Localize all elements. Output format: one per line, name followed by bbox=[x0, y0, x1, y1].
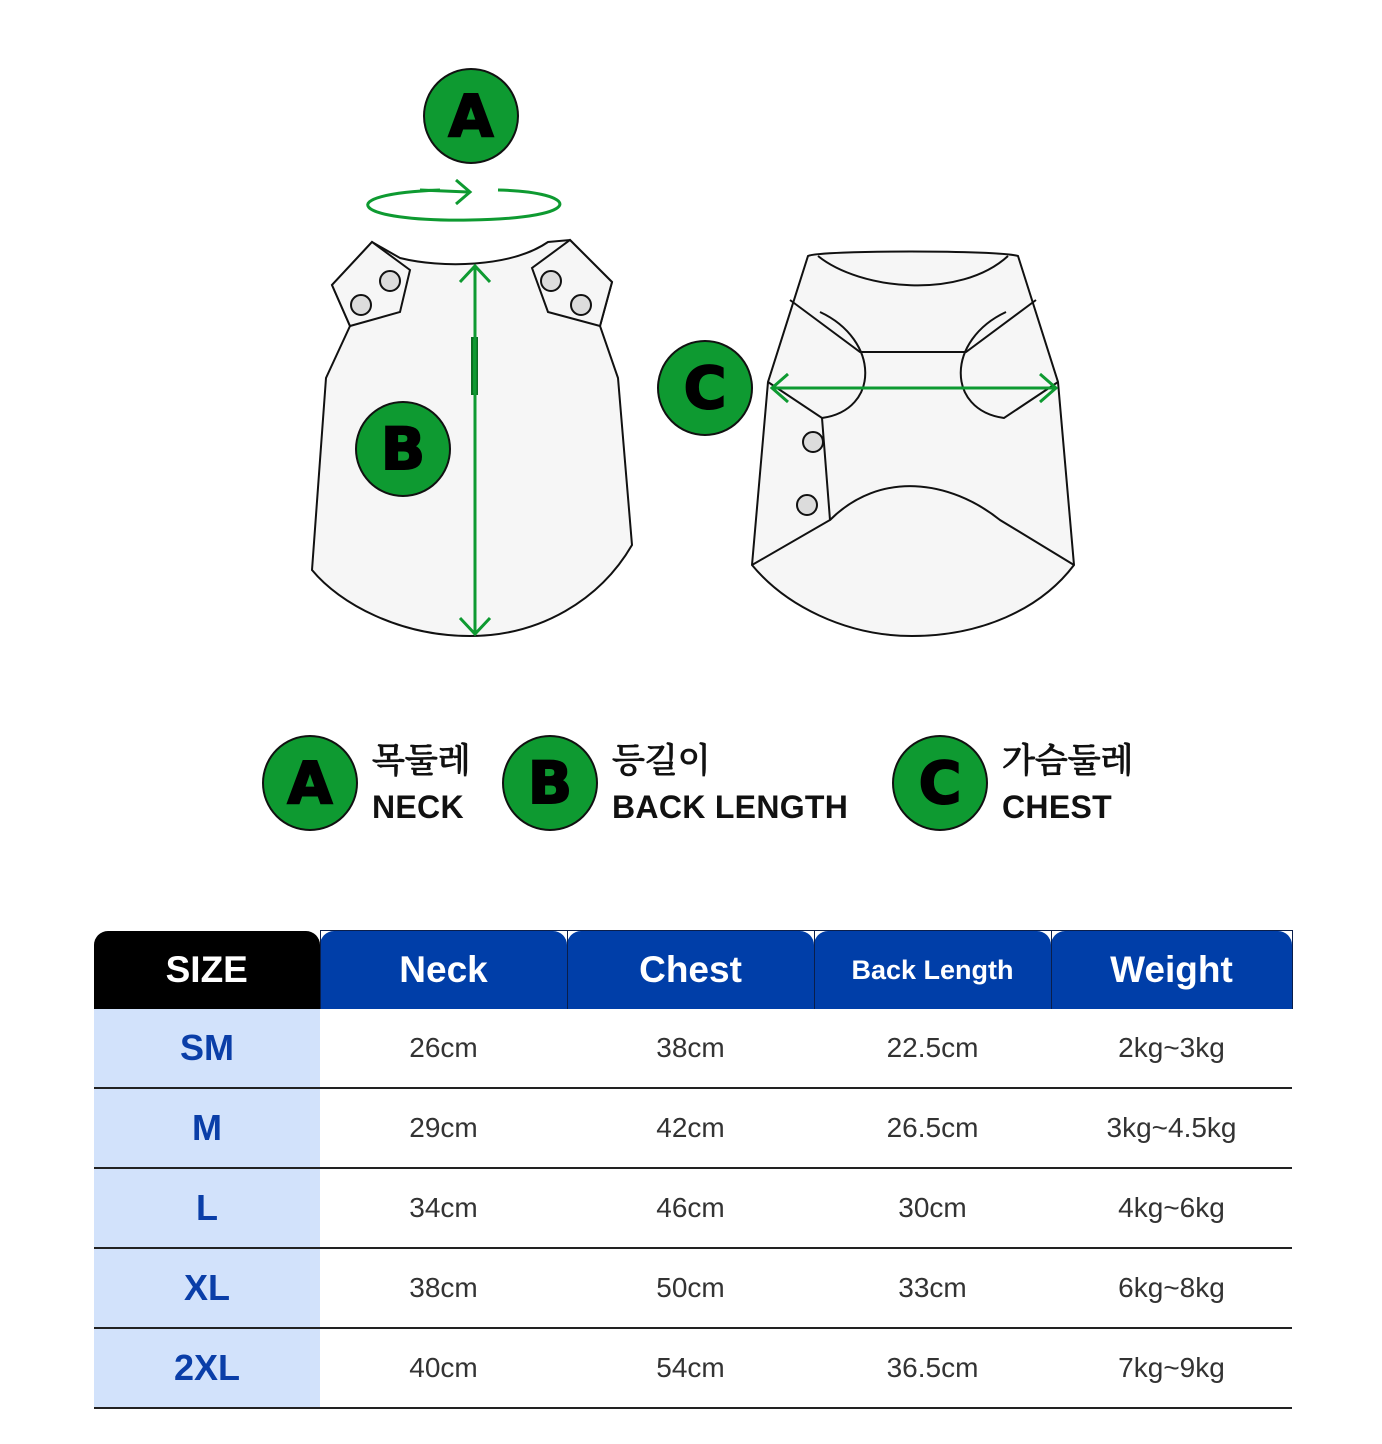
legend-badge-c-icon: C bbox=[892, 735, 988, 831]
table-row bbox=[94, 1168, 1292, 1248]
chest-cell: 38cm bbox=[567, 1009, 814, 1088]
legend-label-en: BACK LENGTH bbox=[612, 789, 849, 825]
table-row bbox=[94, 1248, 1292, 1328]
badge-a-icon: A bbox=[423, 68, 519, 164]
header-back-length: Back Length bbox=[814, 931, 1051, 1010]
badge-c-icon: C bbox=[657, 340, 753, 436]
legend-label-en: NECK bbox=[372, 789, 464, 825]
chest-cell: 42cm bbox=[567, 1088, 814, 1168]
size-cell: 2XL bbox=[94, 1328, 320, 1408]
back-length-cell: 22.5cm bbox=[814, 1009, 1051, 1088]
weight-cell: 3kg~4.5kg bbox=[1051, 1088, 1292, 1168]
back-length-cell: 33cm bbox=[814, 1248, 1051, 1328]
back-vest bbox=[752, 252, 1074, 637]
neck-cell: 40cm bbox=[320, 1328, 567, 1408]
size-cell: SM bbox=[94, 1009, 320, 1088]
neck-measure-arrow bbox=[368, 180, 560, 220]
back-length-cell: 30cm bbox=[814, 1168, 1051, 1248]
badge-b-icon: B bbox=[355, 401, 451, 497]
table-row bbox=[94, 1088, 1292, 1168]
weight-cell: 2kg~3kg bbox=[1051, 1009, 1292, 1088]
chest-cell: 50cm bbox=[567, 1248, 814, 1328]
header-size: SIZE bbox=[94, 931, 320, 1010]
chest-cell: 46cm bbox=[567, 1168, 814, 1248]
weight-cell: 6kg~8kg bbox=[1051, 1248, 1292, 1328]
garment-diagram bbox=[0, 0, 1382, 700]
legend-label-en: CHEST bbox=[1002, 789, 1112, 825]
table-header-row bbox=[94, 931, 1292, 1010]
legend-badge-a-icon: A bbox=[262, 735, 358, 831]
weight-cell: 4kg~6kg bbox=[1051, 1168, 1292, 1248]
back-length-cell: 36.5cm bbox=[814, 1328, 1051, 1408]
weight-cell: 7kg~9kg bbox=[1051, 1328, 1292, 1408]
header-neck: Neck bbox=[320, 931, 567, 1010]
neck-cell: 26cm bbox=[320, 1009, 567, 1088]
table-row bbox=[94, 1009, 1292, 1088]
neck-cell: 29cm bbox=[320, 1088, 567, 1168]
legend-badge-b-icon: B bbox=[502, 735, 598, 831]
legend-label-ko: 목둘레 bbox=[372, 741, 471, 781]
legend-label-ko: 가슴둘레 bbox=[1002, 741, 1134, 781]
size-cell: XL bbox=[94, 1248, 320, 1328]
size-chart-table bbox=[94, 930, 1293, 1409]
table-row bbox=[94, 1328, 1292, 1408]
legend-item-back-length bbox=[612, 738, 848, 830]
legend-label-ko: 등길이 bbox=[612, 741, 711, 781]
size-cell: L bbox=[94, 1168, 320, 1248]
neck-cell: 38cm bbox=[320, 1248, 567, 1328]
header-weight: Weight bbox=[1051, 931, 1292, 1010]
size-cell: M bbox=[94, 1088, 320, 1168]
neck-cell: 34cm bbox=[320, 1168, 567, 1248]
legend-item-chest bbox=[1002, 738, 1133, 830]
legend-item-neck bbox=[372, 738, 471, 830]
back-length-cell: 26.5cm bbox=[814, 1088, 1051, 1168]
header-chest: Chest bbox=[567, 931, 814, 1010]
chest-cell: 54cm bbox=[567, 1328, 814, 1408]
